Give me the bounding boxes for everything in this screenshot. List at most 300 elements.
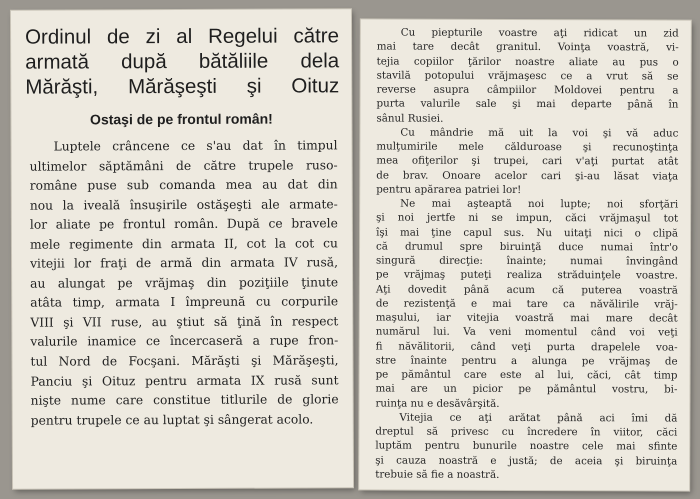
word: din <box>206 275 227 290</box>
text-line <box>376 282 678 297</box>
word: armata <box>230 255 275 271</box>
word: tot <box>663 212 679 225</box>
word: ţinute <box>301 275 339 290</box>
word: capul <box>463 226 492 239</box>
article-title <box>25 23 339 99</box>
word: şi <box>375 453 384 467</box>
word: fraţi <box>100 256 127 271</box>
word: numai <box>570 255 603 268</box>
text-line <box>30 312 338 333</box>
word: să <box>416 468 428 481</box>
word: puteţi <box>460 269 492 282</box>
word: Cu <box>400 26 416 39</box>
word: lăsat <box>613 169 639 182</box>
title-line-3 <box>25 73 339 99</box>
word: şi <box>376 211 385 224</box>
text-line <box>376 268 678 283</box>
word: până <box>627 98 653 111</box>
word: poziţiile <box>238 275 289 290</box>
word: viitor, <box>613 426 644 439</box>
word: departe <box>571 98 612 111</box>
word: a <box>447 468 454 481</box>
word: ruinţa <box>375 396 408 410</box>
word: bunurile <box>472 440 517 453</box>
word: aduc <box>653 127 679 140</box>
right-newspaper-column <box>359 19 691 490</box>
word: Va <box>463 326 476 339</box>
word: la <box>62 198 74 213</box>
word: impun, <box>515 212 553 225</box>
word: până <box>557 411 583 424</box>
word: pe <box>518 383 532 396</box>
word: biruinţa <box>635 454 678 468</box>
word: voastre <box>498 26 538 40</box>
word: către <box>203 158 236 173</box>
word: călduroase <box>504 140 562 154</box>
word: mulţumirile <box>376 140 438 153</box>
word: acelor <box>494 169 528 182</box>
word: Panciu <box>30 374 73 389</box>
word: noastre <box>515 55 555 68</box>
text-line <box>30 254 338 275</box>
word: o <box>634 226 641 239</box>
word: şi <box>63 315 74 330</box>
word: tare <box>412 40 434 53</box>
word: dat <box>287 177 308 192</box>
word: vrut <box>606 70 628 83</box>
word: în <box>274 138 286 153</box>
word: uitaţi <box>563 226 592 239</box>
word: când <box>470 340 496 353</box>
word: recunoştinţa <box>612 141 679 154</box>
left-newspaper-column <box>11 9 353 488</box>
word: pe <box>117 276 133 291</box>
word: lupte; <box>560 198 591 211</box>
word: îmi <box>631 412 648 425</box>
word: de <box>375 297 389 310</box>
word: ce <box>125 412 140 427</box>
word: granitul. <box>496 41 542 54</box>
word: şi <box>81 373 93 388</box>
word: rezistenţă <box>403 297 456 310</box>
word: străduinţele <box>557 269 621 282</box>
word: căci <box>656 426 678 439</box>
word: armata <box>170 236 216 251</box>
text-line <box>376 296 678 311</box>
word: Moldovei <box>553 84 603 97</box>
word: După <box>226 216 260 231</box>
title-word: şi <box>246 74 262 98</box>
word: voastră, <box>607 41 650 54</box>
word: duce <box>558 240 584 253</box>
word: de <box>664 355 678 368</box>
word: în <box>668 98 679 111</box>
word: desăvârşită. <box>436 397 500 410</box>
title-word: Regelui <box>208 24 278 48</box>
word: cu <box>323 236 338 251</box>
word: numai <box>600 241 633 254</box>
text-line <box>377 82 679 97</box>
word: mai <box>399 226 420 239</box>
word: piepturile <box>431 26 483 39</box>
text-line <box>31 371 339 392</box>
word: direcţie: <box>439 254 483 267</box>
word: copiilor <box>413 55 454 68</box>
word: şi-au <box>574 169 600 182</box>
word: năvălirile <box>590 297 640 311</box>
word: tare <box>526 297 548 310</box>
word: Oituz <box>101 373 136 388</box>
word: ni <box>468 212 479 225</box>
word: de <box>101 354 118 369</box>
word: căci <box>565 212 587 225</box>
title-word: zi <box>145 25 161 49</box>
word: mea <box>376 154 399 167</box>
text-line <box>30 156 338 177</box>
word: înainte; <box>506 254 547 268</box>
word: de <box>549 454 563 467</box>
word: şi <box>582 141 592 154</box>
word: pentru <box>424 439 460 453</box>
word: pentru <box>30 413 73 428</box>
word: când <box>590 326 616 339</box>
text-line <box>376 353 678 368</box>
word: mai <box>492 297 512 310</box>
word: aliate <box>568 55 599 68</box>
word: veni <box>489 326 512 339</box>
word: Voinţa <box>557 41 591 54</box>
word: puse <box>87 178 117 193</box>
word: drumul <box>404 240 443 253</box>
word: aci <box>599 412 615 425</box>
word: cele <box>582 440 604 453</box>
word: trupei, <box>493 155 529 168</box>
word: într'o <box>649 241 679 254</box>
word: iveală <box>83 197 121 213</box>
word: până <box>463 283 490 296</box>
word: împreună <box>185 295 246 310</box>
word: picior <box>472 383 503 396</box>
word: Cu <box>400 126 415 139</box>
word: brav. <box>402 169 429 182</box>
word: viaţa <box>652 169 679 183</box>
word: privesc <box>451 425 489 438</box>
word: tul <box>30 354 48 369</box>
word: a <box>252 334 260 349</box>
word: aşteaptă <box>467 197 512 210</box>
word: ruso- <box>305 157 338 173</box>
text-line <box>376 339 678 354</box>
word: este <box>500 368 522 381</box>
title-word: armată <box>25 50 90 74</box>
word: ce <box>449 411 462 424</box>
word: purtat <box>611 155 645 168</box>
title-word: după <box>121 50 167 74</box>
word: trupele <box>248 158 294 173</box>
word: lor! <box>502 183 522 196</box>
word: au <box>151 314 167 330</box>
text-line <box>30 332 338 353</box>
text-line <box>376 310 678 325</box>
word: Mărăşti <box>191 353 240 368</box>
word: rusă, <box>306 255 339 270</box>
text-line <box>31 390 339 411</box>
word: nu <box>410 397 424 410</box>
word: ţărilor <box>467 55 501 68</box>
word: dreptul <box>375 425 414 438</box>
word: titlurile <box>220 392 268 407</box>
text-line <box>30 351 338 372</box>
text-line <box>31 410 339 431</box>
word: dat <box>242 138 263 153</box>
word: la <box>548 126 558 139</box>
word: pe <box>375 368 389 381</box>
word: armata <box>196 373 242 388</box>
word: şi <box>471 155 481 168</box>
word: ce <box>268 216 283 231</box>
word: patriei <box>464 183 500 196</box>
word: că <box>376 240 388 253</box>
word: nou <box>29 198 54 213</box>
word: bravele <box>291 216 338 231</box>
word: un <box>633 27 648 40</box>
word: cot <box>246 236 266 251</box>
word: noastră <box>438 454 479 467</box>
word: pe <box>375 268 389 281</box>
word: Focşani. <box>128 354 181 369</box>
word: purta <box>546 340 576 353</box>
word: decât <box>648 312 678 325</box>
word: însuşirile <box>129 197 188 212</box>
word: ale <box>261 197 280 212</box>
word: vrăjmaşul <box>599 212 651 225</box>
title-line-1 <box>25 23 339 49</box>
word: sub <box>126 178 150 193</box>
word: a <box>511 354 518 367</box>
word: lor <box>73 256 92 271</box>
word: mele <box>29 237 61 252</box>
word: potopului <box>424 69 475 82</box>
word: Nord <box>58 354 91 369</box>
text-line <box>375 453 677 468</box>
text-line <box>377 68 679 83</box>
word: vrăjmaş <box>609 355 651 368</box>
word: armă <box>160 256 193 271</box>
text-line <box>375 410 677 425</box>
word: acum <box>506 283 535 296</box>
word: dă <box>664 412 678 425</box>
word: şi <box>203 412 214 427</box>
word: s'au <box>206 138 232 153</box>
word: singură <box>375 254 416 267</box>
word: sforţări <box>639 198 679 211</box>
word: v'aţi <box>575 155 599 168</box>
word: căci, <box>587 369 612 382</box>
word: VIII <box>30 315 54 330</box>
word: I <box>170 295 176 310</box>
word: un <box>443 382 457 396</box>
word: voa- <box>655 340 678 354</box>
word: au <box>143 412 159 427</box>
word: câmpiilor <box>486 83 537 97</box>
text-line <box>376 125 678 140</box>
word: au <box>262 177 278 192</box>
word: puterea <box>581 283 622 296</box>
word: ce <box>145 334 161 349</box>
word: noastre <box>529 440 570 453</box>
word: se <box>667 70 679 83</box>
word: valurile <box>30 334 78 350</box>
word: dovedit <box>407 283 447 296</box>
word: arătat <box>508 411 541 424</box>
word: armate- <box>289 196 338 212</box>
word: jertfe <box>427 211 456 225</box>
title-line-2 <box>25 48 339 74</box>
text-line <box>30 293 338 314</box>
word: sunt <box>311 372 339 387</box>
word: cauza <box>396 454 427 467</box>
word: vi- <box>666 41 679 54</box>
word: care <box>115 393 144 408</box>
left-body-text <box>30 136 339 431</box>
text-line <box>375 439 677 454</box>
word: stavilă <box>376 69 411 82</box>
word: de <box>277 392 293 407</box>
word: ce <box>180 138 196 154</box>
word: mele <box>458 140 484 153</box>
word: voi <box>572 126 588 139</box>
word: pământul <box>546 383 597 396</box>
word: vrăj- <box>654 298 678 311</box>
text-line <box>376 225 678 240</box>
word: cari <box>540 169 562 182</box>
word: noi <box>528 198 545 211</box>
word: ţină <box>236 314 262 329</box>
word: Nu <box>536 226 553 239</box>
word: sus. <box>503 226 525 239</box>
text-line <box>30 136 338 157</box>
word: pentru <box>145 373 187 388</box>
word: veţi <box>511 340 531 353</box>
word: pământul <box>401 368 451 381</box>
word: mare <box>605 312 633 325</box>
word: român. <box>174 217 219 232</box>
word: înainte <box>410 354 447 367</box>
word: pentru <box>619 84 655 97</box>
word: decât <box>450 40 480 54</box>
word: aceia <box>574 454 603 467</box>
word: are <box>410 382 428 395</box>
text-line <box>376 196 678 211</box>
word: mai <box>536 98 556 111</box>
word: aţi <box>478 411 492 424</box>
text-line <box>376 239 678 254</box>
word: luptăm <box>375 439 412 452</box>
word: mai <box>616 440 636 453</box>
word: vrăjmaş <box>403 268 446 281</box>
text-line <box>376 182 678 197</box>
word: şi <box>614 454 624 467</box>
word: veţi <box>658 326 678 339</box>
word: vrăjmaşesc <box>488 69 547 82</box>
word: nici <box>603 226 623 239</box>
word: din <box>141 236 162 251</box>
word: voastră <box>515 311 554 325</box>
word: cot <box>294 236 315 251</box>
word: noi <box>606 198 624 211</box>
text-line <box>30 195 338 216</box>
text-line <box>377 40 679 55</box>
word: atâta <box>30 295 63 311</box>
word: bi- <box>664 383 678 396</box>
word: mai <box>376 40 396 53</box>
salutation: Ostaşi de pe frontul român! <box>89 110 273 128</box>
word: în <box>590 426 601 439</box>
text-line <box>30 273 338 294</box>
word: biruinţă <box>499 240 542 253</box>
word: române <box>29 178 78 193</box>
text-line <box>376 382 678 397</box>
word: trebuie <box>375 468 414 481</box>
word: în <box>270 314 283 329</box>
word: din <box>201 256 222 271</box>
word: sângerat <box>217 412 273 427</box>
word: voi <box>629 326 645 339</box>
word: pus <box>639 55 659 68</box>
text-line <box>30 234 338 255</box>
word: ridicat <box>583 27 618 40</box>
word: mai <box>570 312 590 325</box>
word: purta <box>376 97 405 110</box>
word: cu <box>255 294 271 310</box>
text-line <box>375 396 677 411</box>
text-line <box>375 424 677 439</box>
word: glorie <box>302 392 339 407</box>
word: vitejia <box>467 311 500 324</box>
word: şi <box>602 127 612 140</box>
word: năvălitorii, <box>398 340 455 353</box>
text-line <box>377 54 679 69</box>
word: luptat <box>162 412 200 427</box>
word: iar <box>436 311 451 324</box>
word: nume <box>70 393 106 408</box>
word: inamice <box>87 334 137 349</box>
title-word: bătăliile <box>198 49 269 73</box>
word: vostru, <box>612 383 649 396</box>
word: sale <box>475 98 497 111</box>
word: armata <box>115 295 160 310</box>
word: trupele <box>76 412 122 428</box>
word: noastră. <box>456 468 500 481</box>
word: mea <box>225 177 253 192</box>
word: II, <box>224 236 238 251</box>
word: corpurile <box>281 294 339 309</box>
title-word: Ordinul <box>25 25 92 49</box>
word: din <box>317 177 338 192</box>
title-word: Mărăşeşti <box>127 74 217 99</box>
word: cât <box>624 369 641 382</box>
word: ofiţerilor <box>411 154 458 168</box>
word: spre <box>459 240 483 253</box>
title-word: dela <box>300 49 340 73</box>
word: ca <box>563 297 575 310</box>
word: voastră <box>639 283 678 297</box>
word: regimente <box>69 236 134 252</box>
word: la <box>274 236 287 251</box>
word: mândrie <box>429 126 474 139</box>
word: ţine <box>431 226 452 239</box>
word: VII <box>82 315 102 330</box>
